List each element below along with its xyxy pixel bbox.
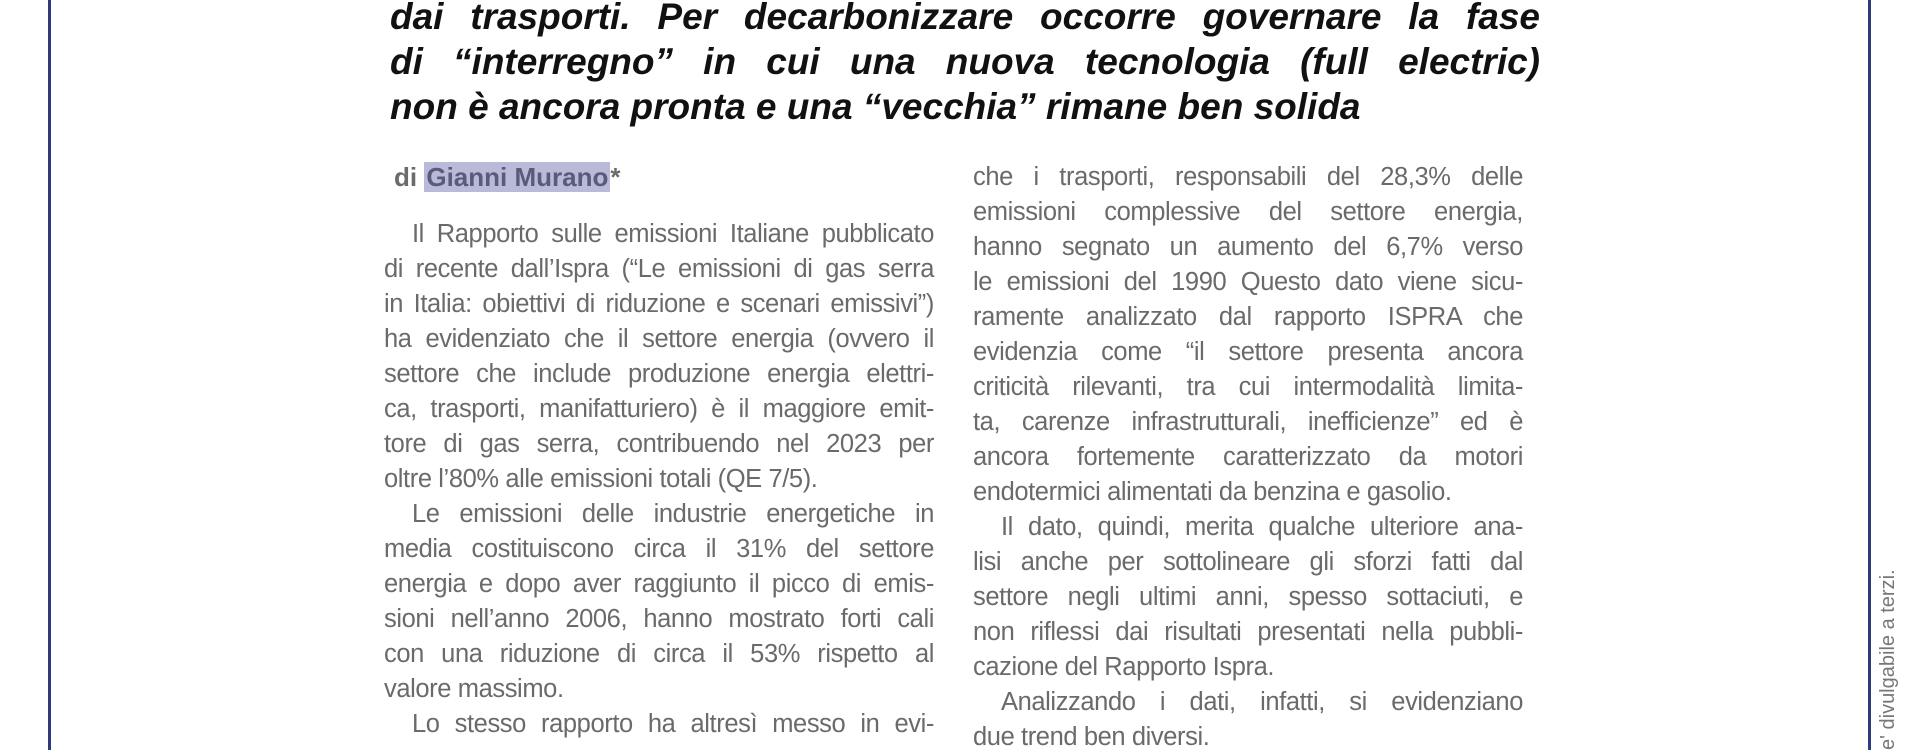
text-line: non riflessi dai risultati presentati nella pubbli- xyxy=(973,618,1523,646)
headline-line: non è ancora pronta e una “vecchia” rimane ben solida xyxy=(390,86,1361,127)
text-line: Il Rapporto sulle emissioni Italiane pubblicato xyxy=(412,220,934,248)
text-line: oltre l’80% alle emissioni totali (QE 7/5). xyxy=(384,465,818,493)
text-line: ancora fortemente caratterizzato da motori xyxy=(973,443,1523,471)
text-line: settore che include produzione energia elettri- xyxy=(384,360,934,388)
text-line: sioni nell’anno 2006, hanno mostrato forti cali xyxy=(384,605,934,633)
text-line: in Italia: obiettivi di riduzione e scenari emissivi”) xyxy=(384,290,934,318)
text-line: Analizzando i dati, infatti, si evidenziano xyxy=(1001,688,1523,716)
text-line: settore negli ultimi anni, spesso sottaciuti, e xyxy=(973,583,1523,611)
text-line: le emissioni del 1990 Questo dato viene sicu- xyxy=(973,268,1523,296)
author-name[interactable]: Gianni Murano xyxy=(426,162,609,192)
text-line: ramente analizzato dal rapporto ISPRA che xyxy=(973,303,1523,331)
text-line: evidenzia come “il settore presenta ancora xyxy=(973,338,1523,366)
vertical-margin-note: e' divulgabile a terzi. xyxy=(1877,569,1899,750)
text-line: valore massimo. xyxy=(384,675,564,703)
paragraph xyxy=(384,707,934,742)
paragraph xyxy=(973,160,1523,510)
text-line: energia e dopo aver raggiunto il picco di emis- xyxy=(384,570,934,598)
text-line: con una riduzione di circa il 53% rispetto al xyxy=(384,640,934,668)
text-line: lisi anche per sottolineare gli sforzi fatti dal xyxy=(973,548,1523,576)
text-line: Lo stesso rapporto ha altresì messo in evi- xyxy=(412,710,934,738)
headline-line: dai trasporti. Per decarbonizzare occorre governare la fase xyxy=(390,0,1540,37)
text-line: cazione del Rapporto Ispra. xyxy=(973,653,1275,681)
text-line: ca, trasporti, manifatturiero) è il maggiore emit- xyxy=(384,395,934,423)
text-line: criticità rilevanti, tra cui intermodalità limita- xyxy=(973,373,1523,401)
text-line: tore di gas serra, contribuendo nel 2023 per xyxy=(384,430,934,458)
text-line: due trend ben diversi. xyxy=(973,723,1210,750)
headline-line: di “interregno” in cui una nuova tecnologia (full electric) xyxy=(390,41,1540,82)
text-line: media costituiscono circa il 31% del settore xyxy=(384,535,934,563)
paragraph xyxy=(973,685,1523,750)
text-line: endotermici alimentati da benzina e gasolio. xyxy=(973,478,1452,506)
page-frame-left-border xyxy=(48,0,51,750)
text-line: ha evidenziato che il settore energia (ovvero il xyxy=(384,325,934,353)
article-headline xyxy=(390,0,1540,129)
paragraph xyxy=(973,510,1523,685)
article-column-left xyxy=(384,217,934,742)
text-line: Il dato, quindi, merita qualche ulteriore ana- xyxy=(1001,513,1523,541)
page-frame-right-border xyxy=(1868,0,1871,750)
byline xyxy=(394,160,620,194)
text-line: Le emissioni delle industrie energetiche in xyxy=(412,500,934,528)
text-line: hanno segnato un aumento del 6,7% verso xyxy=(973,233,1523,261)
byline-asterisk: * xyxy=(610,162,621,192)
article-column-right xyxy=(973,160,1523,750)
paragraph xyxy=(384,497,934,707)
byline-prefix: di xyxy=(394,162,425,192)
text-line: di recente dall’Ispra (“Le emissioni di gas serra xyxy=(384,255,934,283)
text-line: emissioni complessive del settore energia, xyxy=(973,198,1523,226)
paragraph xyxy=(384,217,934,497)
text-line: che i trasporti, responsabili del 28,3% delle xyxy=(973,163,1523,191)
text-line: ta, carenze infrastrutturali, inefficienze” ed è xyxy=(973,408,1523,436)
